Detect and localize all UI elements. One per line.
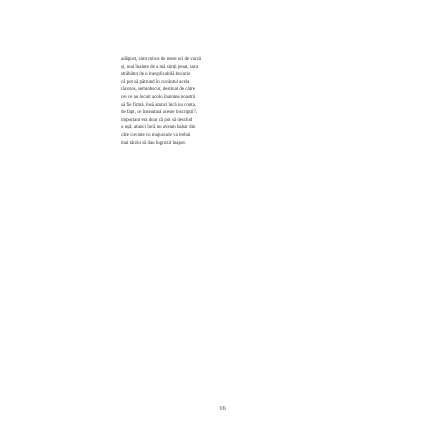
text-line: răcoros, semiobscur, destinat de către [121, 87, 195, 93]
text-line: că pot să pătrund în cuvântul acela [121, 79, 190, 85]
text-line: și, mai înainte de a mă simți jenat, sunt [121, 64, 199, 70]
text-line: cei ce au locuit acolo înaintea noastră [121, 94, 196, 100]
body-text [121, 56, 271, 147]
text-line: de fapt, ce înseamnă aceste inscripții?, [121, 110, 197, 116]
text-line: să fie firmă, însă atunci încă nu conta, [121, 102, 197, 108]
text-line: important era doar că pot să deschid [121, 117, 193, 123]
text-line: câte cuvinte cu majuscule va trebui [121, 132, 191, 138]
text-line: adăpost, simt miros de mere ori de varză [121, 57, 202, 62]
page-number: 16 [219, 405, 226, 412]
text-line: mai târziu să dau îngrozit înapoi. [121, 140, 187, 146]
text-line: străbătut de o inexplicabilă bucurie [121, 72, 191, 78]
text-line: o ușă; atunci încă nu aveam habar din [121, 125, 196, 131]
